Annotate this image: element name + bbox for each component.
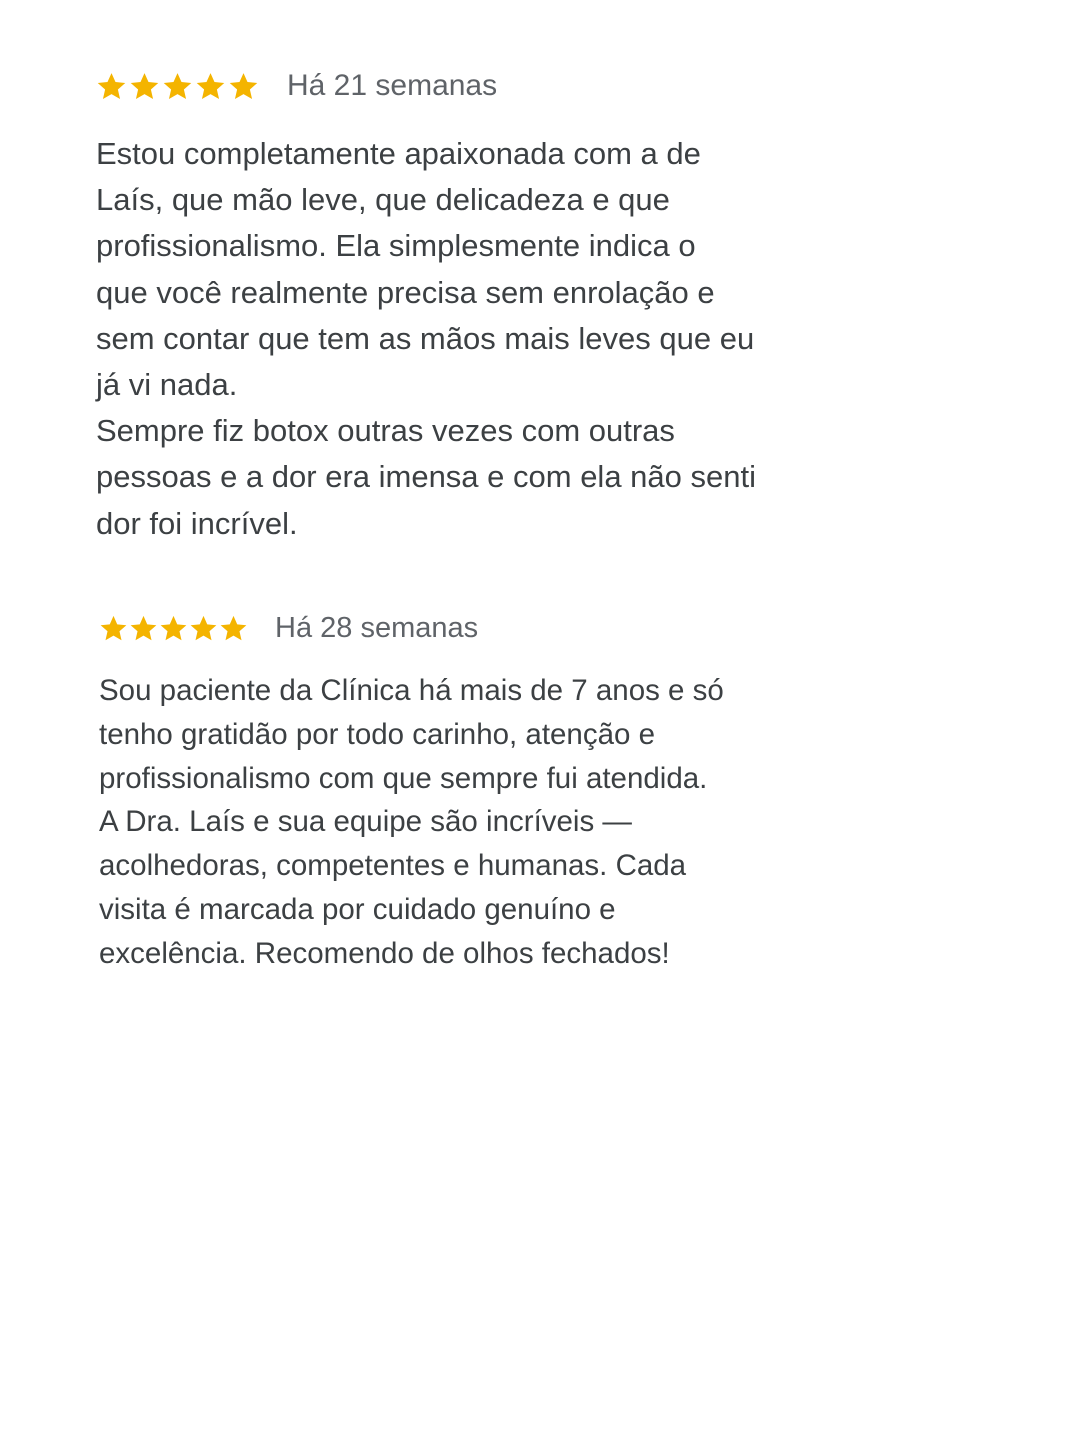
review-text: Estou completamente apaixonada com a de Laís, que mão leve, que delicadeza e que profissionalismo. Ela simplesmente indica o que você realmente precisa sem enrolação e sem contar que tem as mãos mais leves que eu já vi nada. Sempre fiz botox outras vezes com outras pessoas e a dor era imensa e com ela não senti dor foi incrível.	[96, 136, 756, 541]
review-date: Há 21 semanas	[287, 69, 498, 102]
star-icon	[195, 71, 226, 102]
star-icon	[219, 614, 248, 643]
review-card	[0, 580, 1080, 1000]
star-icon	[99, 614, 128, 643]
star-icon	[159, 614, 188, 643]
review-card	[0, 0, 1080, 560]
star-icon	[129, 71, 160, 102]
star-icon	[228, 71, 259, 102]
star-icon	[96, 71, 127, 102]
review-date: Há 28 semanas	[275, 612, 479, 644]
review-header	[99, 610, 478, 646]
star-icon	[189, 614, 218, 643]
star-rating	[96, 71, 261, 102]
star-icon	[162, 71, 193, 102]
star-rating	[99, 614, 249, 643]
review-header	[96, 68, 497, 104]
review-text: Sou paciente da Clínica há mais de 7 anos e só tenho gratidão por todo carinho, atenção e profissionalismo com que sempre fui atendida. A Dra. Laís e sua equipe são incríveis — acolhedoras, competentes e humanas. Cada visita é marcada por cuidado genuíno e excelência. Recomendo de olhos fechados!	[99, 674, 724, 970]
star-icon	[129, 614, 158, 643]
